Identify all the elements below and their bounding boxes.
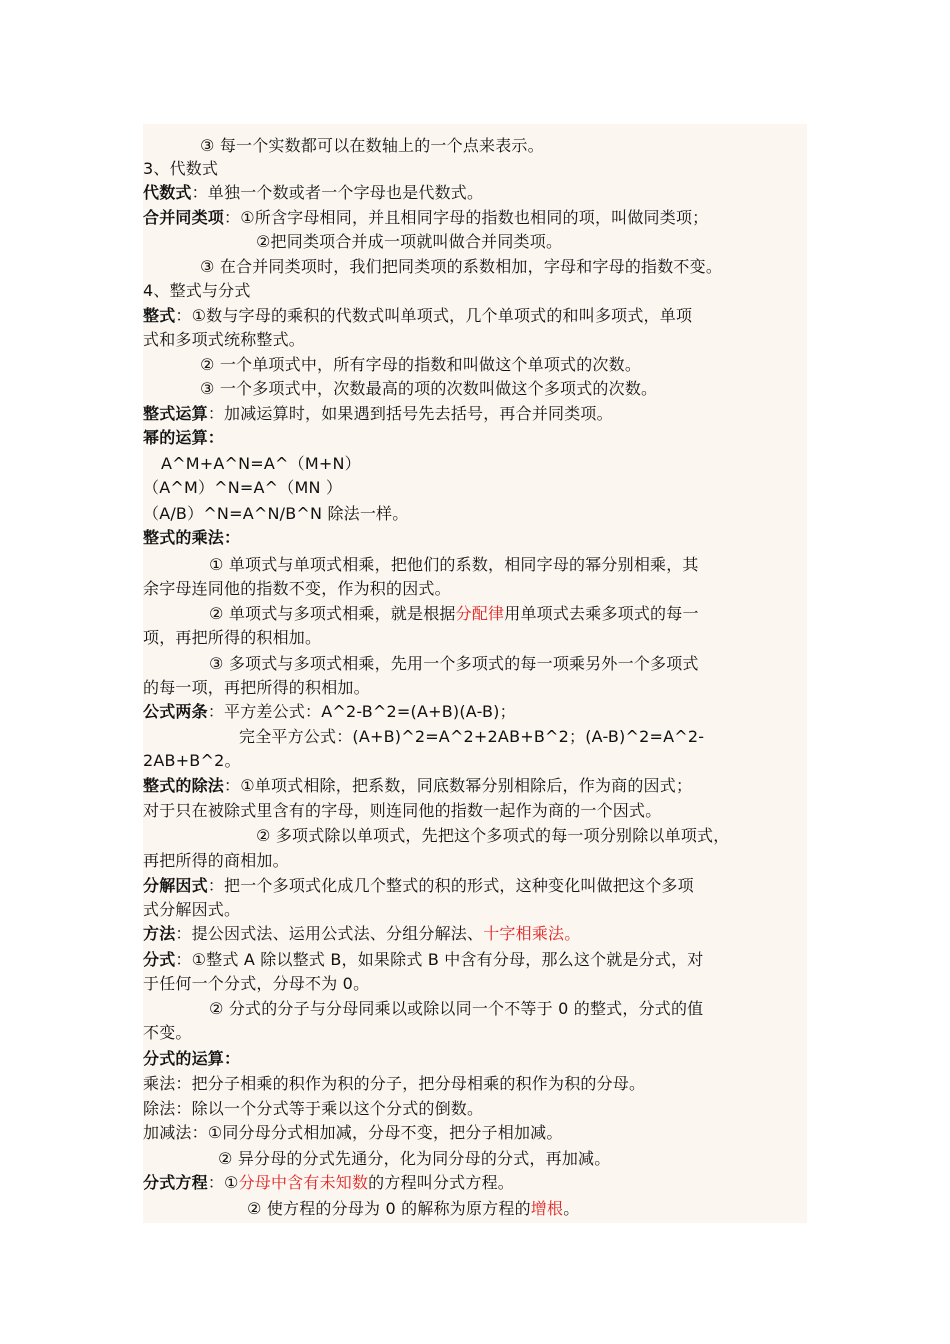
text-run: （A^M）^N=A^（MN ） [143,478,343,497]
text-line [143,950,703,970]
text-line [143,208,708,228]
text-run: ：把一个多项式化成几个整式的积的形式，这种变化叫做把这个多项 [207,876,694,895]
text-line [143,900,240,920]
text-run: 4、整式与分式 [143,281,251,300]
term-heading: 分式方程 [143,1173,208,1192]
term-heading: 分解因式 [143,876,208,895]
text-run: 的每一项，再把所得的积相加。 [143,678,370,697]
text-line [143,924,580,944]
text-run: ：①整式 A 除以整式 B，如果除式 B 中含有分母，那么这个就是分式，对 [175,950,704,969]
text-line [143,851,289,871]
text-run: ③ 在合并同类项时，我们把同类项的系数相加，字母和字母的指数不变。 [200,257,723,276]
text-run: 用单项式去乘多项式的每一 [504,604,699,623]
text-run: ② 使方程的分母为 0 的解称为原方程的 [247,1199,531,1218]
text-run: ：平方差公式：A^2-B^2=(A+B)(A-B)； [207,702,516,721]
text-run: 。 [563,1199,580,1218]
text-run: ：① [207,1173,239,1192]
term-heading: 公式两条 [143,702,208,721]
text-run: ：提公因式法、运用公式法、分组分解法、 [175,924,484,943]
text-run: ③ 一个多项式中，次数最高的项的次数叫做这个多项式的次数。 [200,379,658,398]
text-run: ②把同类项合并成一项就叫做合并同类项。 [256,232,563,251]
text-line [143,1173,514,1193]
term-heading: 幂的运算： [143,428,225,447]
text-line [143,306,692,326]
text-run: ③ 每一个实数都可以在数轴上的一个点来表示。 [200,136,544,155]
text-line [143,1049,240,1069]
text-run: ：①单项式相除，把系数，同底数幂分别相除后，作为商的因式； [224,776,693,795]
text-line [143,281,251,301]
term-heading: 分式的运算： [143,1049,241,1068]
text-line [161,454,361,474]
text-run: ：①数与字母的乘积的代数式叫单项式，几个单项式的和叫多项式，单项 [175,306,693,325]
term-heading: 整式 [143,306,176,325]
text-line [209,555,699,575]
highlighted-term: 增根 [530,1199,564,1218]
text-run: ② 单项式与多项式相乘，就是根据 [209,604,456,623]
text-run: 2AB+B^2。 [143,751,241,770]
text-run: ② 分式的分子与分母同乘以或除以同一个不等于 0 的整式，分式的值 [209,999,704,1018]
text-line [143,1023,192,1043]
text-run: 的方程叫分式方程。 [368,1173,514,1192]
text-run: ① 单项式与单项式相乘，把他们的系数，相同字母的幂分别相乘，其 [209,555,699,574]
term-heading: 分式 [143,950,176,969]
text-line [143,751,241,771]
term-heading: 代数式 [143,183,192,202]
text-run: 式和多项式统称整式。 [143,330,306,349]
highlighted-term: 十字相乘法。 [483,924,581,943]
text-run: A^M+A^N=A^（M+N） [161,454,361,473]
text-line [209,654,699,674]
text-line [143,1099,483,1119]
text-run: 完全平方公式：(A+B)^2=A^2+2AB+B^2；(A-B)^2=A^2- [239,727,705,746]
text-line [200,136,544,156]
text-run: 不变。 [143,1023,192,1042]
highlighted-term: 分配律 [455,604,505,623]
text-line [143,1123,563,1143]
text-line [200,379,657,399]
text-line [143,678,370,698]
document-page [143,124,807,1223]
text-line [143,876,694,896]
text-line [239,727,704,747]
text-run: ② 一个单项式中，所有字母的指数和叫做这个单项式的次数。 [200,355,642,374]
text-line [143,528,240,548]
text-line [256,232,562,252]
term-heading: 整式运算 [143,404,208,423]
highlighted-term: 分母中含有未知数 [238,1173,369,1192]
text-line [143,404,613,424]
text-run: 再把所得的商相加。 [143,851,289,870]
term-heading: 整式的除法 [143,776,225,795]
text-line [143,801,661,821]
text-run: 项，再把所得的积相加。 [143,628,322,647]
text-line [143,628,321,648]
text-line [209,604,699,624]
text-line [143,776,692,796]
text-run: 于任何一个分式，分母不为 0。 [143,974,370,993]
text-run: 乘法：把分子相乘的积作为积的分子，把分母相乘的积作为积的分母。 [143,1074,646,1093]
text-line [256,826,729,846]
text-run: ：①所含字母相同，并且相同字母的指数也相同的项，叫做同类项； [224,208,709,227]
text-run: 加减法：①同分母分式相加减，分母不变，把分子相加减。 [143,1123,563,1142]
text-run: 对于只在被除式里含有的字母，则连同他的指数一起作为商的一个因式。 [143,801,662,820]
text-line [143,1074,645,1094]
text-line [247,1199,579,1219]
text-run: ② 异分母的分式先通分，化为同分母的分式，再加减。 [218,1149,611,1168]
text-run: ：单独一个数或者一个字母也是代数式。 [191,183,484,202]
term-heading: 整式的乘法： [143,528,241,547]
text-run: 式分解因式。 [143,900,241,919]
text-run: ③ 多项式与多项式相乘，先用一个多项式的每一项乘另外一个多项式 [209,654,699,673]
text-line [143,974,369,994]
text-run: 除法：除以一个分式等于乘以这个分式的倒数。 [143,1099,484,1118]
text-line [209,999,703,1019]
text-line [200,355,641,375]
text-line [143,159,218,179]
text-run: 余字母连同他的指数不变，作为积的因式。 [143,579,451,598]
text-line [200,257,722,277]
text-run: 3、代数式 [143,159,219,178]
text-line [143,428,224,448]
text-line [143,579,451,599]
text-line [143,330,305,350]
text-run: ：加减运算时，如果遇到括号先去括号，再合并同类项。 [207,404,613,423]
text-line [143,478,342,498]
term-heading: 合并同类项 [143,208,225,227]
text-run: ② 多项式除以单项式，先把这个多项式的每一项分别除以单项式， [256,826,730,845]
text-line [143,702,516,722]
text-line [218,1149,610,1169]
term-heading: 方法 [143,924,176,943]
text-line [143,504,408,524]
text-line [143,183,483,203]
text-run: （A/B）^N=A^N/B^N 除法一样。 [143,504,409,523]
